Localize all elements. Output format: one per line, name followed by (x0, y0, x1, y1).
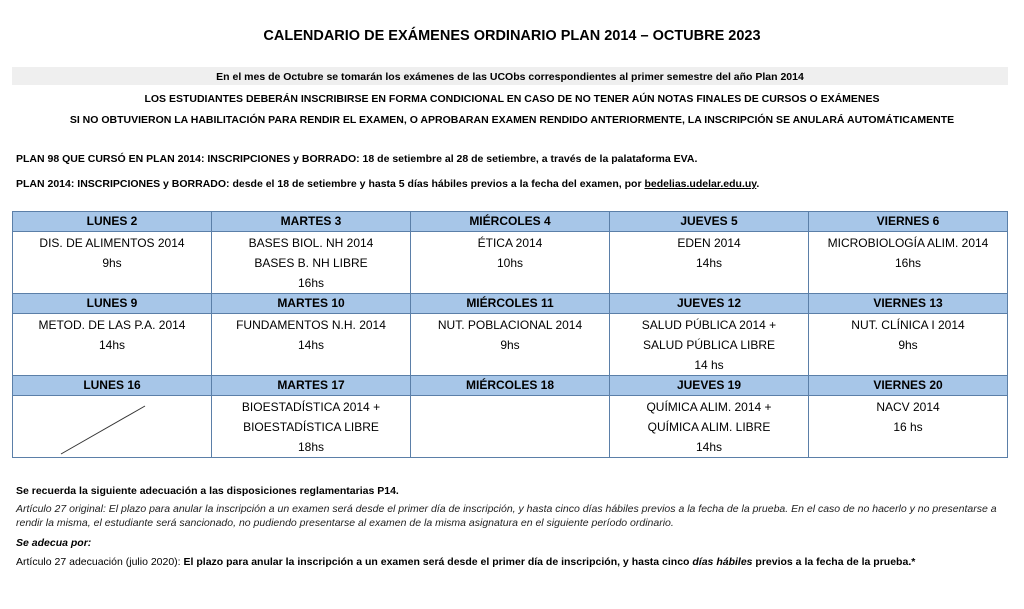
notice-warnings (0, 89, 1024, 131)
exam-line: 16hs (297, 276, 325, 290)
exam-line: QUÍMICA ALIM. 2014 + (646, 400, 772, 414)
exam-line: 14hs (297, 338, 325, 352)
adecuacion-bold-2: previos a la fecha de la prueba.* (752, 556, 916, 568)
exam-cell (809, 314, 1008, 376)
adecuacion-bold-1: El plazo para anular la inscripción a un examen será desde el primer día de inscripción, y hasta cinco (183, 556, 693, 568)
exam-line: FUNDAMENTOS N.H. 2014 (236, 318, 386, 332)
week-exams-row (13, 314, 1008, 376)
exam-cell (212, 396, 411, 458)
exam-cell (212, 232, 411, 294)
exam-cell (13, 396, 212, 458)
week-header-row (13, 376, 1008, 396)
exam-line: NUT. CLÍNICA I 2014 (851, 318, 965, 332)
plan98-info: PLAN 98 QUE CURSÓ EN PLAN 2014: INSCRIPCIONES y BORRADO: 18 de setiembre al 28 de setiembre, a través de la palataforma EVA. (16, 153, 698, 165)
exam-line: QUÍMICA ALIM. LIBRE (647, 420, 771, 434)
day-header: MIÉRCOLES 4 (411, 212, 610, 232)
notice-line-3: SI NO OBTUVIERON LA HABILITACIÓN PARA RENDIR EL EXAMEN, O APROBARAN EXAMEN RENDIDO ANTERIORMENTE, LA INSCRIPCIÓN SE ANULARÁ AUTOMÁTICAMENTE (69, 114, 955, 126)
exam-line: 14 hs (694, 358, 724, 372)
exam-line: 14hs (98, 338, 126, 352)
week-exams-row (13, 396, 1008, 458)
day-header: VIERNES 20 (809, 376, 1008, 396)
exam-line: BIOESTADÍSTICA LIBRE (243, 420, 379, 434)
exam-line: 14hs (695, 440, 723, 454)
day-header: LUNES 2 (13, 212, 212, 232)
plan2014-text: PLAN 2014: INSCRIPCIONES y BORRADO: desde el 18 de setiembre y hasta 5 días hábiles previos a la fecha del examen, por (16, 178, 645, 190)
exam-line: BASES BIOL. NH 2014 (248, 236, 374, 250)
exam-cell (411, 396, 610, 458)
exam-cell (13, 232, 212, 294)
exam-line: 10hs (496, 256, 524, 270)
plan2014-end: . (756, 178, 760, 190)
day-header: JUEVES 12 (610, 294, 809, 314)
article-original: Artículo 27 original: El plazo para anular la inscripción a un examen será desde el primer día de inscripción, y hasta cinco días hábiles previos a la fecha de la prueba. En el caso de no hacerlo y no presentarse a rendir la misma, el estudiante será sancionado, no pudiendo presentarse al examen de la misma asignatura en el siguiente período ordinario. (16, 503, 997, 529)
adecuacion-prefix: Artículo 27 adecuación (julio 2020): (16, 556, 184, 568)
week-exams-row (13, 232, 1008, 294)
exam-cell (809, 396, 1008, 458)
day-header: VIERNES 13 (809, 294, 1008, 314)
exam-line: 9hs (898, 338, 918, 352)
day-header: MARTES 3 (212, 212, 411, 232)
exam-line: MICROBIOLOGÍA ALIM. 2014 (827, 236, 989, 250)
exam-line: 9hs (102, 256, 122, 270)
day-header: MARTES 10 (212, 294, 411, 314)
exam-cell (411, 232, 610, 294)
exam-line: 16hs (894, 256, 922, 270)
exam-cell (610, 396, 809, 458)
exam-line: EDEN 2014 (677, 236, 741, 250)
exam-line: SALUD PÚBLICA LIBRE (642, 338, 776, 352)
day-header: VIERNES 6 (809, 212, 1008, 232)
plan2014-info (16, 178, 759, 190)
exam-line: ÉTICA 2014 (477, 236, 543, 250)
day-header: MARTES 17 (212, 376, 411, 396)
article-adecuacion (16, 556, 915, 568)
adecua-label: Se adecua por: (16, 537, 92, 549)
exam-line: 14hs (695, 256, 723, 270)
week-header-row (13, 212, 1008, 232)
exam-line: NUT. POBLACIONAL 2014 (437, 318, 583, 332)
page-title: CALENDARIO DE EXÁMENES ORDINARIO PLAN 2014 – OCTUBRE 2023 (263, 28, 761, 44)
no-exam-slash (53, 402, 163, 458)
exam-line: METOD. DE LAS P.A. 2014 (38, 318, 186, 332)
exam-line: NACV 2014 (876, 400, 940, 414)
exam-cell (212, 314, 411, 376)
week-header-row (13, 294, 1008, 314)
exam-cell (610, 314, 809, 376)
exam-cell (411, 314, 610, 376)
exam-cell (13, 314, 212, 376)
adecuacion-italic: días hábiles (692, 556, 753, 568)
exam-calendar (12, 211, 1008, 458)
day-header: JUEVES 5 (610, 212, 809, 232)
bedelias-link[interactable]: bedelias.udelar.edu.uy (644, 178, 757, 190)
exam-line: 18hs (297, 440, 325, 454)
notice-line-1: En el mes de Octubre se tomarán los exámenes de las UCObs correspondientes al primer semestre del año Plan 2014 (216, 71, 804, 83)
exam-line: 16 hs (893, 420, 923, 434)
exam-line: SALUD PÚBLICA 2014 + (641, 318, 777, 332)
exam-line: BASES B. NH LIBRE (254, 256, 368, 270)
exam-line: DIS. DE ALIMENTOS 2014 (39, 236, 185, 250)
day-header: LUNES 16 (13, 376, 212, 396)
notice-banner (12, 67, 1008, 85)
day-header: JUEVES 19 (610, 376, 809, 396)
day-header: LUNES 9 (13, 294, 212, 314)
exam-line: BIOESTADÍSTICA 2014 + (241, 400, 381, 414)
exam-line: 9hs (500, 338, 520, 352)
day-header: MIÉRCOLES 11 (411, 294, 610, 314)
exam-cell (610, 232, 809, 294)
notice-line-2: LOS ESTUDIANTES DEBERÁN INSCRIBIRSE EN FORMA CONDICIONAL EN CASO DE NO TENER AÚN NOTAS FINALES DE CURSOS O EXÁMENES (144, 93, 880, 105)
exam-cell (809, 232, 1008, 294)
day-header: MIÉRCOLES 18 (411, 376, 610, 396)
notes-heading: Se recuerda la siguiente adecuación a las disposiciones reglamentarias P14. (16, 485, 399, 497)
